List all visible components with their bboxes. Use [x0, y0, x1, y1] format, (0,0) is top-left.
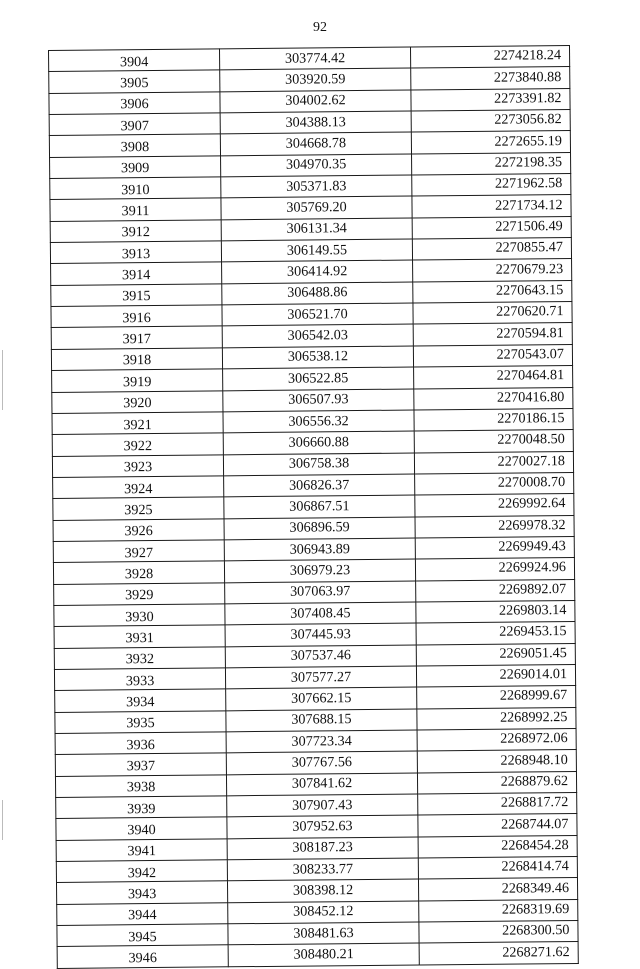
point-number-cell: 3912 [50, 220, 221, 243]
point-number-cell: 3922 [52, 433, 223, 456]
y-coordinate-cell: 2271734.12 [412, 195, 571, 218]
x-coordinate-cell: 306896.59 [224, 517, 415, 540]
x-coordinate-cell: 308398.12 [227, 879, 418, 902]
y-coordinate-cell: 2268414.74 [418, 857, 577, 880]
x-coordinate-cell: 306488.86 [222, 282, 413, 305]
x-coordinate-cell: 306556.32 [223, 410, 414, 433]
point-number-cell: 3925 [53, 497, 224, 520]
y-coordinate-cell: 2269803.14 [416, 600, 575, 623]
y-coordinate-cell: 2273840.88 [411, 67, 570, 90]
x-coordinate-cell: 306131.34 [221, 218, 412, 241]
page-number: 92 [313, 20, 327, 35]
point-number-cell: 3937 [55, 753, 226, 776]
point-number-cell: 3905 [49, 70, 220, 93]
y-coordinate-cell: 2270416.80 [414, 387, 573, 410]
coordinate-table [48, 45, 579, 969]
point-number-cell: 3920 [52, 390, 223, 413]
y-coordinate-cell: 2268972.06 [417, 728, 576, 751]
x-coordinate-cell: 306414.92 [222, 260, 413, 283]
x-coordinate-cell: 306149.55 [221, 239, 412, 262]
x-coordinate-cell: 307767.56 [226, 751, 417, 774]
y-coordinate-cell: 2270008.70 [415, 472, 574, 495]
point-number-cell: 3907 [49, 113, 220, 136]
y-coordinate-cell: 2269924.96 [415, 558, 574, 581]
x-coordinate-cell: 305371.83 [221, 175, 412, 198]
x-coordinate-cell: 307445.93 [225, 623, 416, 646]
x-coordinate-cell: 307723.34 [226, 730, 417, 753]
y-coordinate-cell: 2270543.07 [413, 344, 572, 367]
y-coordinate-cell: 2271506.49 [412, 216, 571, 239]
point-number-cell: 3930 [54, 604, 225, 627]
y-coordinate-cell: 2268349.46 [418, 878, 577, 901]
x-coordinate-cell: 307408.45 [225, 602, 416, 625]
x-coordinate-cell: 306826.37 [224, 474, 415, 497]
x-coordinate-cell: 306507.93 [223, 389, 414, 412]
point-number-cell: 3914 [51, 262, 222, 285]
x-coordinate-cell: 308481.63 [228, 922, 419, 945]
point-number-cell: 3942 [56, 860, 227, 883]
point-number-cell: 3904 [49, 49, 220, 72]
y-coordinate-cell: 2268992.25 [417, 707, 576, 730]
x-coordinate-cell: 303920.59 [220, 68, 411, 91]
y-coordinate-cell: 2268744.07 [418, 814, 577, 837]
y-coordinate-cell: 2270027.18 [414, 451, 573, 474]
coordinate-table-body [49, 45, 579, 968]
y-coordinate-cell: 2272198.35 [412, 152, 571, 175]
x-coordinate-cell: 307662.15 [226, 687, 417, 710]
point-number-cell: 3933 [54, 668, 225, 691]
point-number-cell: 3946 [57, 945, 228, 968]
x-coordinate-cell: 304970.35 [221, 154, 412, 177]
x-coordinate-cell: 308233.77 [227, 858, 418, 881]
point-number-cell: 3943 [56, 881, 227, 904]
x-coordinate-cell: 307063.97 [225, 581, 416, 604]
y-coordinate-cell: 2269949.43 [415, 536, 574, 559]
y-coordinate-cell: 2268300.50 [419, 921, 578, 944]
x-coordinate-cell: 308187.23 [227, 837, 418, 860]
coordinate-table-container [48, 45, 570, 969]
y-coordinate-cell: 2273056.82 [411, 110, 570, 133]
x-coordinate-cell: 304002.62 [220, 90, 411, 113]
point-number-cell: 3928 [53, 561, 224, 584]
y-coordinate-cell: 2270643.15 [413, 280, 572, 303]
x-coordinate-cell: 308480.21 [228, 943, 419, 966]
x-coordinate-cell: 307577.27 [225, 666, 416, 689]
point-number-cell: 3929 [54, 582, 225, 605]
point-number-cell: 3938 [55, 775, 226, 798]
x-coordinate-cell: 306867.51 [224, 495, 415, 518]
x-coordinate-cell: 305769.20 [221, 196, 412, 219]
y-coordinate-cell: 2270186.15 [414, 408, 573, 431]
y-coordinate-cell: 2270464.81 [414, 366, 573, 389]
point-number-cell: 3918 [51, 348, 222, 371]
x-coordinate-cell: 307952.63 [227, 815, 418, 838]
point-number-cell: 3932 [54, 646, 225, 669]
point-number-cell: 3916 [51, 305, 222, 328]
x-coordinate-cell: 306542.03 [222, 324, 413, 347]
point-number-cell: 3940 [56, 817, 227, 840]
y-coordinate-cell: 2270620.71 [413, 302, 572, 325]
x-coordinate-cell: 308452.12 [228, 901, 419, 924]
point-number-cell: 3913 [50, 241, 221, 264]
y-coordinate-cell: 2270048.50 [414, 430, 573, 453]
y-coordinate-cell: 2274218.24 [410, 45, 569, 68]
x-coordinate-cell: 306660.88 [223, 431, 414, 454]
x-coordinate-cell: 307688.15 [226, 709, 417, 732]
y-coordinate-cell: 2268271.62 [419, 942, 578, 965]
y-coordinate-cell: 2269892.07 [416, 579, 575, 602]
point-number-cell: 3917 [51, 326, 222, 349]
point-number-cell: 3910 [50, 177, 221, 200]
y-coordinate-cell: 2268948.10 [417, 750, 576, 773]
x-coordinate-cell: 306538.12 [222, 346, 413, 369]
y-coordinate-cell: 2270594.81 [413, 323, 572, 346]
point-number-cell: 3934 [55, 689, 226, 712]
x-coordinate-cell: 304388.13 [220, 111, 411, 134]
y-coordinate-cell: 2270679.23 [413, 259, 572, 282]
y-coordinate-cell: 2268879.62 [417, 771, 576, 794]
y-coordinate-cell: 2268319.69 [419, 899, 578, 922]
x-coordinate-cell: 304668.78 [220, 132, 411, 155]
y-coordinate-cell: 2269453.15 [416, 622, 575, 645]
y-coordinate-cell: 2268454.28 [418, 835, 577, 858]
point-number-cell: 3911 [50, 198, 221, 221]
point-number-cell: 3908 [49, 134, 220, 157]
x-coordinate-cell: 306758.38 [223, 453, 414, 476]
point-number-cell: 3931 [54, 625, 225, 648]
point-number-cell: 3939 [56, 796, 227, 819]
point-number-cell: 3919 [52, 369, 223, 392]
y-coordinate-cell: 2271962.58 [412, 174, 571, 197]
scan-edge-mark [2, 350, 3, 410]
x-coordinate-cell: 307537.46 [225, 645, 416, 668]
y-coordinate-cell: 2269014.01 [416, 664, 575, 687]
x-coordinate-cell: 306521.70 [222, 303, 413, 326]
table-row [57, 942, 578, 968]
y-coordinate-cell: 2273391.82 [411, 88, 570, 111]
point-number-cell: 3923 [52, 454, 223, 477]
y-coordinate-cell: 2270855.47 [412, 238, 571, 261]
point-number-cell: 3906 [49, 92, 220, 115]
x-coordinate-cell: 307907.43 [227, 794, 418, 817]
x-coordinate-cell: 306979.23 [224, 559, 415, 582]
point-number-cell: 3945 [57, 924, 228, 947]
point-number-cell: 3941 [56, 839, 227, 862]
point-number-cell: 3924 [53, 476, 224, 499]
scan-edge-mark [2, 800, 3, 840]
point-number-cell: 3935 [55, 710, 226, 733]
x-coordinate-cell: 303774.42 [219, 47, 410, 70]
point-number-cell: 3927 [53, 540, 224, 563]
y-coordinate-cell: 2268817.72 [418, 792, 577, 815]
y-coordinate-cell: 2269051.45 [416, 643, 575, 666]
point-number-cell: 3936 [55, 732, 226, 755]
y-coordinate-cell: 2269992.64 [415, 494, 574, 517]
y-coordinate-cell: 2272655.19 [411, 131, 570, 154]
point-number-cell: 3909 [50, 156, 221, 179]
point-number-cell: 3926 [53, 518, 224, 541]
y-coordinate-cell: 2268999.67 [417, 686, 576, 709]
point-number-cell: 3921 [52, 412, 223, 435]
point-number-cell: 3915 [51, 284, 222, 307]
x-coordinate-cell: 307841.62 [226, 773, 417, 796]
x-coordinate-cell: 306522.85 [223, 367, 414, 390]
point-number-cell: 3944 [57, 903, 228, 926]
x-coordinate-cell: 306943.89 [224, 538, 415, 561]
y-coordinate-cell: 2269978.32 [415, 515, 574, 538]
